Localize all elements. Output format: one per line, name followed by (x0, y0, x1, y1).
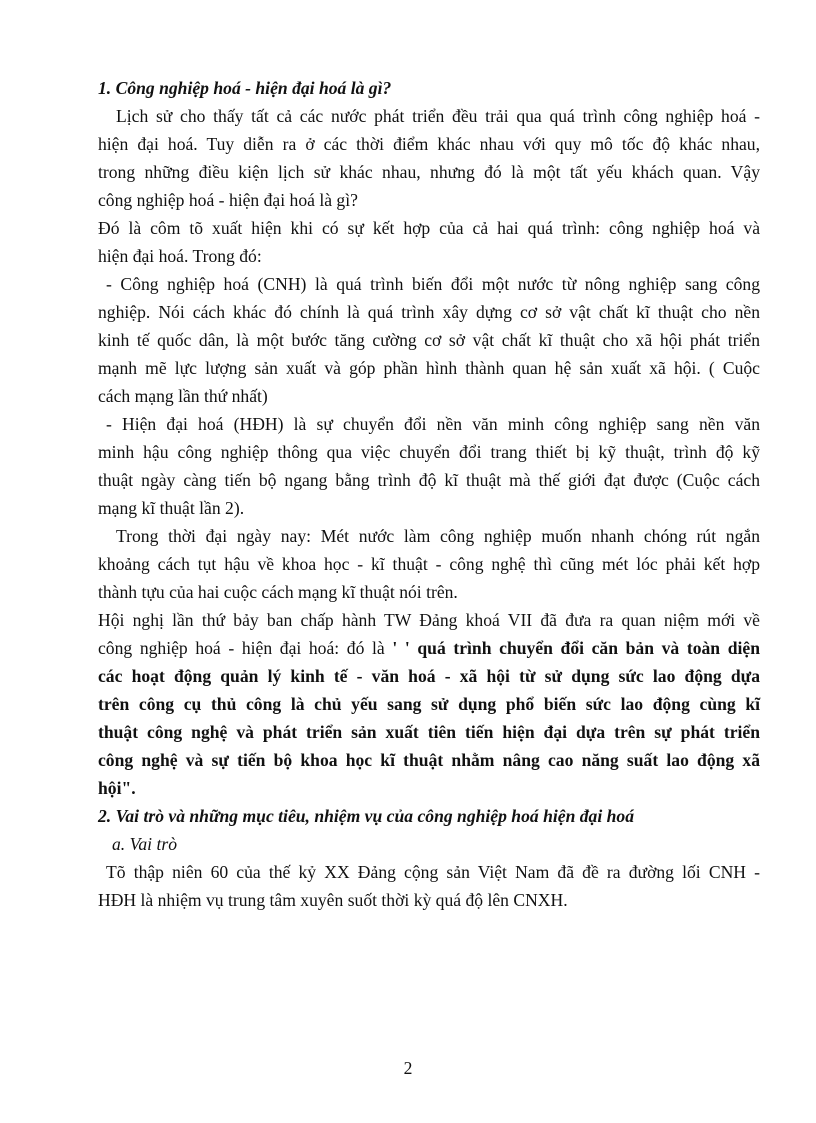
paragraph-line: nghiệp. Nói cách khác đó chính là quá trình xây dựng cơ sở vật chất kĩ thuật cho nền (98, 302, 760, 322)
bold-quote-line: trên công cụ thủ công là chủ yếu sang sử dụng phổ biến sức lao động cùng kĩ (98, 694, 760, 714)
paragraph-line: minh hậu công nghiệp thông qua việc chuyển đổi trang thiết bị kỹ thuật, trình độ kỹ (98, 442, 760, 462)
bold-quote-start: ' ' quá trình chuyển đổi căn bản và toàn diện (392, 638, 760, 658)
paragraph-line: Trong thời đại ngày nay: Mét nước làm công nghiệp muốn nhanh chóng rút ngắn (116, 526, 760, 546)
bold-quote-line: hội". (98, 778, 136, 798)
paragraph-line: Hội nghị lần thứ bảy ban chấp hành TW Đảng khoá VII đã đưa ra quan niệm mới về (98, 610, 760, 630)
paragraph-line: HĐH là nhiệm vụ trung tâm xuyên suốt thời kỳ quá độ lên CNXH. (98, 890, 568, 910)
document-page (98, 74, 760, 914)
paragraph-line-mixed (98, 634, 760, 662)
paragraph-line: công nghiệp hoá - hiện đại hoá là gì? (98, 190, 358, 210)
paragraph-line: hiện đại hoá. Tuy diễn ra ở các thời điểm khác nhau với quy mô tốc độ khác nhau, (98, 134, 760, 154)
bold-quote-line: các hoạt động quản lý kinh tế - văn hoá - xã hội từ sử dụng sức lao động dựa (98, 666, 760, 686)
paragraph-line: kinh tế quốc dân, là một bước tăng cường cơ sở vật chất kĩ thuật cho xã hội phát triển (98, 330, 760, 350)
paragraph-line: mạng kĩ thuật lần 2). (98, 498, 245, 518)
paragraph-line: Lịch sử cho thấy tất cả các nước phát triển đều trải qua quá trình công nghiệp hoá - (116, 106, 760, 126)
paragraph-line: Tõ thập niên 60 của thế kỷ XX Đảng cộng sản Việt Nam đã đề ra đường lối CNH - (106, 862, 760, 882)
paragraph-line: Đó là côm tõ xuất hiện khi có sự kết hợp của cả hai quá trình: công nghiệp hoá và (98, 218, 760, 238)
paragraph-line: khoảng cách tụt hậu về khoa học - kĩ thuật - công nghệ thì cũng mét lóc phải kết hợp (98, 554, 760, 574)
paragraph-line: trong những điều kiện lịch sử khác nhau, nhưng đó là một tất yếu khách quan. Vậy (98, 162, 760, 182)
section-heading-1: 1. Công nghiệp hoá - hiện đại hoá là gì? (98, 78, 392, 98)
plain-text: công nghiệp hoá - hiện đại hoá: đó là (98, 638, 393, 658)
subheading-a: a. Vai trò (112, 834, 178, 854)
paragraph-line: cách mạng lần thứ nhất) (98, 386, 268, 406)
section-heading-2: 2. Vai trò và những mục tiêu, nhiệm vụ của công nghiệp hoá hiện đại hoá (98, 806, 635, 826)
paragraph-line: - Công nghiệp hoá (CNH) là quá trình biến đổi một nước từ nông nghiệp sang công (106, 274, 760, 294)
paragraph-line: hiện đại hoá. Trong đó: (98, 246, 262, 266)
paragraph-line: - Hiện đại hoá (HĐH) là sự chuyển đổi nền văn minh công nghiệp sang nền văn (106, 414, 760, 434)
paragraph-line: thuật ngày càng tiến bộ ngang bằng trình độ kĩ thuật mà thế giới đạt được (Cuộc cách (98, 470, 760, 490)
bold-quote-line: thuật công nghệ và phát triển sản xuất tiên tiến hiện đại dựa trên sự phát triển (98, 722, 760, 742)
paragraph-line: thành tựu của hai cuộc cách mạng kĩ thuật nói trên. (98, 582, 458, 602)
page-number: 2 (403, 1058, 413, 1078)
paragraph-line: mạnh mẽ lực lượng sản xuất và góp phần hình thành quan hệ sản xuất xã hội. ( Cuộc (98, 358, 760, 378)
bold-quote-line: công nghệ và sự tiến bộ khoa học kĩ thuật nhằm nâng cao năng suất lao động xã (98, 750, 760, 770)
